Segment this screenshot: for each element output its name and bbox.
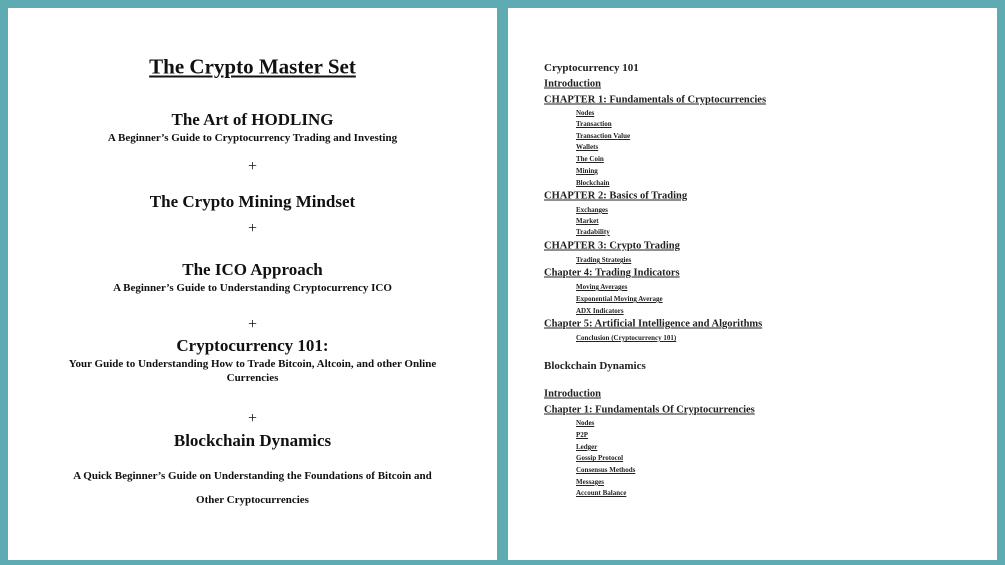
toc-section-link[interactable]: Mining xyxy=(576,167,598,175)
book-subtitle: A Beginner’s Guide to Cryptocurrency Trading and Investing xyxy=(107,132,398,144)
toc-section-link[interactable]: Conclusion (Cryptocurrency 101) xyxy=(576,334,677,342)
plus-separator: + xyxy=(247,220,258,237)
toc-section-link[interactable]: Exchanges xyxy=(576,206,608,214)
toc-book-heading: Cryptocurrency 101 xyxy=(544,62,639,74)
toc-section-link[interactable]: Tradability xyxy=(576,228,610,236)
toc-chapter-link[interactable]: Introduction xyxy=(544,388,601,400)
toc-section-link[interactable]: Messages xyxy=(576,478,604,486)
toc-section-link[interactable]: P2P xyxy=(576,431,589,439)
toc-chapter-link[interactable]: Introduction xyxy=(544,78,601,90)
book-subtitle: Currencies xyxy=(226,372,279,384)
toc-section-link[interactable]: Exponential Moving Average xyxy=(576,295,663,303)
toc-chapter-link[interactable]: Chapter 4: Trading Indicators xyxy=(544,267,680,279)
toc-section-link[interactable]: Blockchain xyxy=(576,179,610,187)
book-title: The ICO Approach xyxy=(182,260,323,279)
book-title: The Art of HODLING xyxy=(171,110,334,129)
book-subtitle: A Quick Beginner’s Guide on Understanding the Foundations of Bitcoin and xyxy=(73,470,432,482)
book-subtitle: Your Guide to Understanding How to Trade Bitcoin, Altcoin, and other Online xyxy=(68,358,437,370)
toc-book-heading: Blockchain Dynamics xyxy=(544,360,646,372)
toc-section-link[interactable]: Trading Strategies xyxy=(576,256,632,264)
toc-section-link[interactable]: Consensus Methods xyxy=(576,466,636,474)
toc-section-link[interactable]: Transaction Value xyxy=(576,132,631,140)
book-title: Blockchain Dynamics xyxy=(173,431,332,450)
toc-section-link[interactable]: Nodes xyxy=(576,419,595,427)
toc-chapter-link[interactable]: CHAPTER 3: Crypto Trading xyxy=(544,240,680,252)
plus-separator: + xyxy=(247,316,258,333)
cover-page xyxy=(8,8,497,560)
table-of-contents-page xyxy=(508,8,997,560)
toc-section-link[interactable]: Transaction xyxy=(576,120,612,128)
toc-chapter-link[interactable]: CHAPTER 2: Basics of Trading xyxy=(544,190,688,202)
toc-section-link[interactable]: ADX Indicators xyxy=(576,307,624,315)
toc-section-link[interactable]: Ledger xyxy=(576,443,598,451)
book-subtitle: Other Cryptocurrencies xyxy=(196,494,309,506)
toc-chapter-link[interactable]: Chapter 1: Fundamentals Of Cryptocurrencies xyxy=(544,404,755,416)
toc-section-link[interactable]: Account Balance xyxy=(576,489,627,497)
plus-separator: + xyxy=(247,158,258,175)
toc-section-link[interactable]: Market xyxy=(576,217,599,225)
set-title: The Crypto Master Set xyxy=(149,54,356,79)
toc-section-link[interactable]: Wallets xyxy=(576,143,599,151)
toc-chapter-link[interactable]: CHAPTER 1: Fundamentals of Cryptocurrencies xyxy=(544,94,767,106)
book-title: The Crypto Mining Mindset xyxy=(149,192,356,211)
plus-separator: + xyxy=(247,410,258,427)
book-subtitle: A Beginner’s Guide to Understanding Cryptocurrency ICO xyxy=(113,282,392,294)
toc-section-link[interactable]: Gossip Protocol xyxy=(576,454,624,462)
toc-section-link[interactable]: Moving Averages xyxy=(576,283,628,291)
toc-chapter-link[interactable]: Chapter 5: Artificial Intelligence and Algorithms xyxy=(544,318,763,330)
book-title: Cryptocurrency 101: xyxy=(176,336,329,355)
toc-section-link[interactable]: The Coin xyxy=(576,155,604,163)
toc-section-link[interactable]: Nodes xyxy=(576,109,595,117)
